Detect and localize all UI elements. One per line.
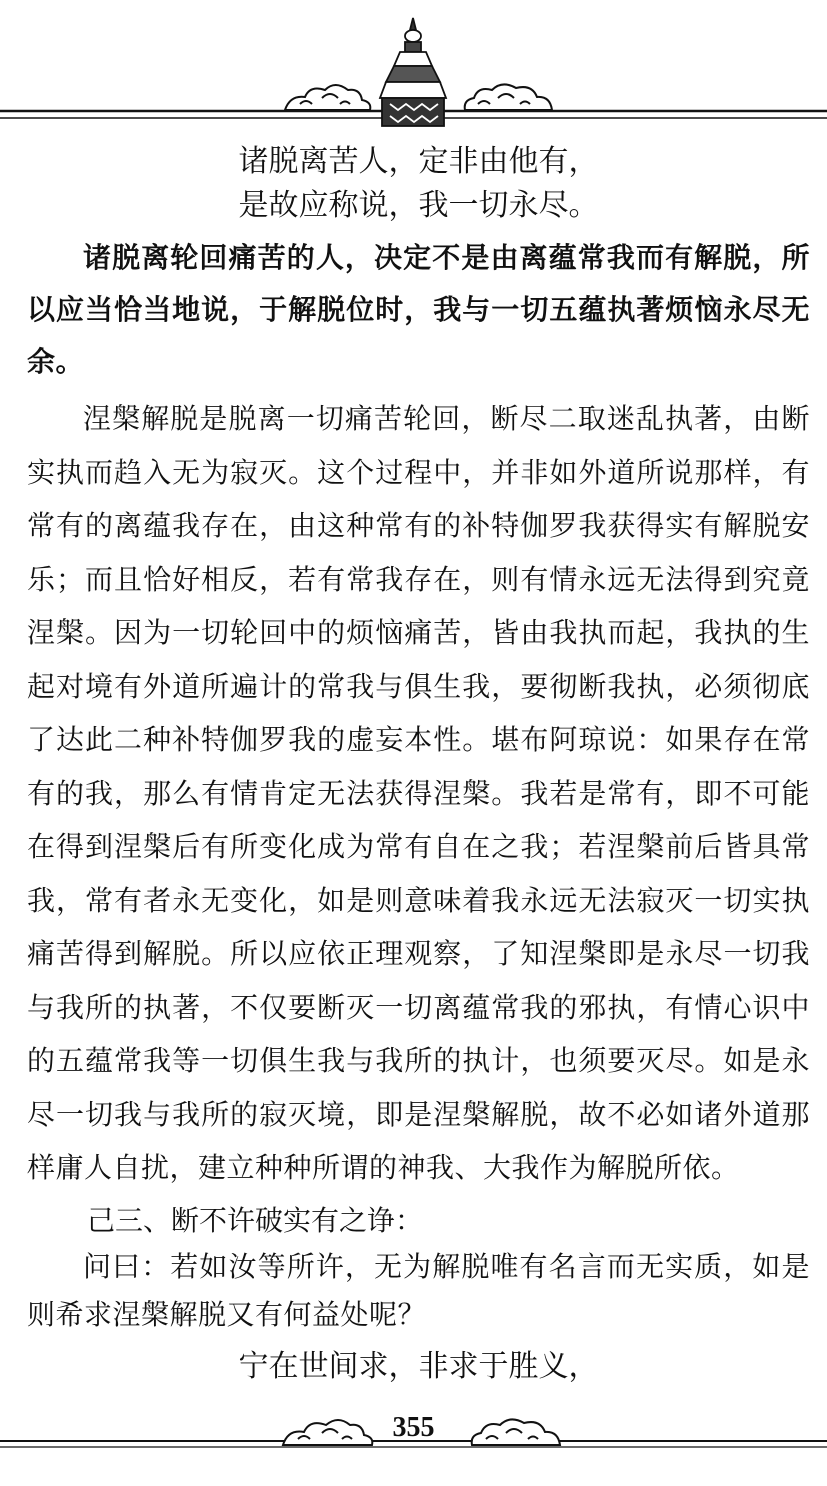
cloud-left-icon (285, 85, 370, 110)
page-number: 355 (392, 1412, 435, 1443)
verse-line: 诸脱离苦人，定非由他有， (238, 144, 599, 179)
commentary-paragraph: 诸脱离轮回痛苦的人，决定不是由离蕴常我而有解脱，所以应当恰当地说，于解脱位时，我与一切五蕴执著烦恼永尽无余。 (27, 241, 810, 378)
cloud-right-icon (465, 84, 552, 110)
verse-line: 宁在世间求，非求于胜义， (238, 1348, 599, 1384)
header-ornament (0, 0, 827, 135)
page-content (27, 140, 810, 1389)
stupa-icon (380, 18, 446, 126)
explanation-paragraph: 涅槃解脱是脱离一切痛苦轮回，断尽二取迷乱执著，由断实执而趋入无为寂灭。这个过程中，并非如外道所说那样，有常有的离蕴我存在，由这种常有的补特伽罗我获得实有解脱安乐；而且恰好相反，若有常我存在，则有情永远无法得到究竟涅槃。因为一切轮回中的烦恼痛苦，皆由我执而起，我执的生起对境有外道所遍计的常我与俱生我，要彻断我执，必须彻底了达此二种补特伽罗我的虚妄本性。堪布阿琼说：如果存在常有的我，那么有情肯定无法获得涅槃。我若是常有，即不可能在得到涅槃后有所变化成为常有自在之我；若涅槃前后皆具常我，常有者永无变化，如是则意味着我永远无法寂灭一切实执痛苦得到解脱。所以应依正理观察，了知涅槃即是永尽一切我与我所的执著，不仅要断灭一切离蕴常我的邪执，有情心识中的五蕴常我等一切俱生我与我所的执计，也须要灭尽。如是永尽一切我与我所的寂灭境，即是涅槃解脱，故不必如诸外道那样庸人自扰，建立种种所谓的神我、大我作为解脱所依。 (27, 402, 810, 1184)
question-paragraph: 问曰：若如汝等所许，无为解脱唯有名言而无实质，如是则希求涅槃解脱又有何益处呢？ (27, 1249, 810, 1331)
verse-line: 是故应称说，我一切永尽。 (238, 188, 599, 223)
section-heading: 己三、断不许破实有之诤： (87, 1203, 424, 1237)
